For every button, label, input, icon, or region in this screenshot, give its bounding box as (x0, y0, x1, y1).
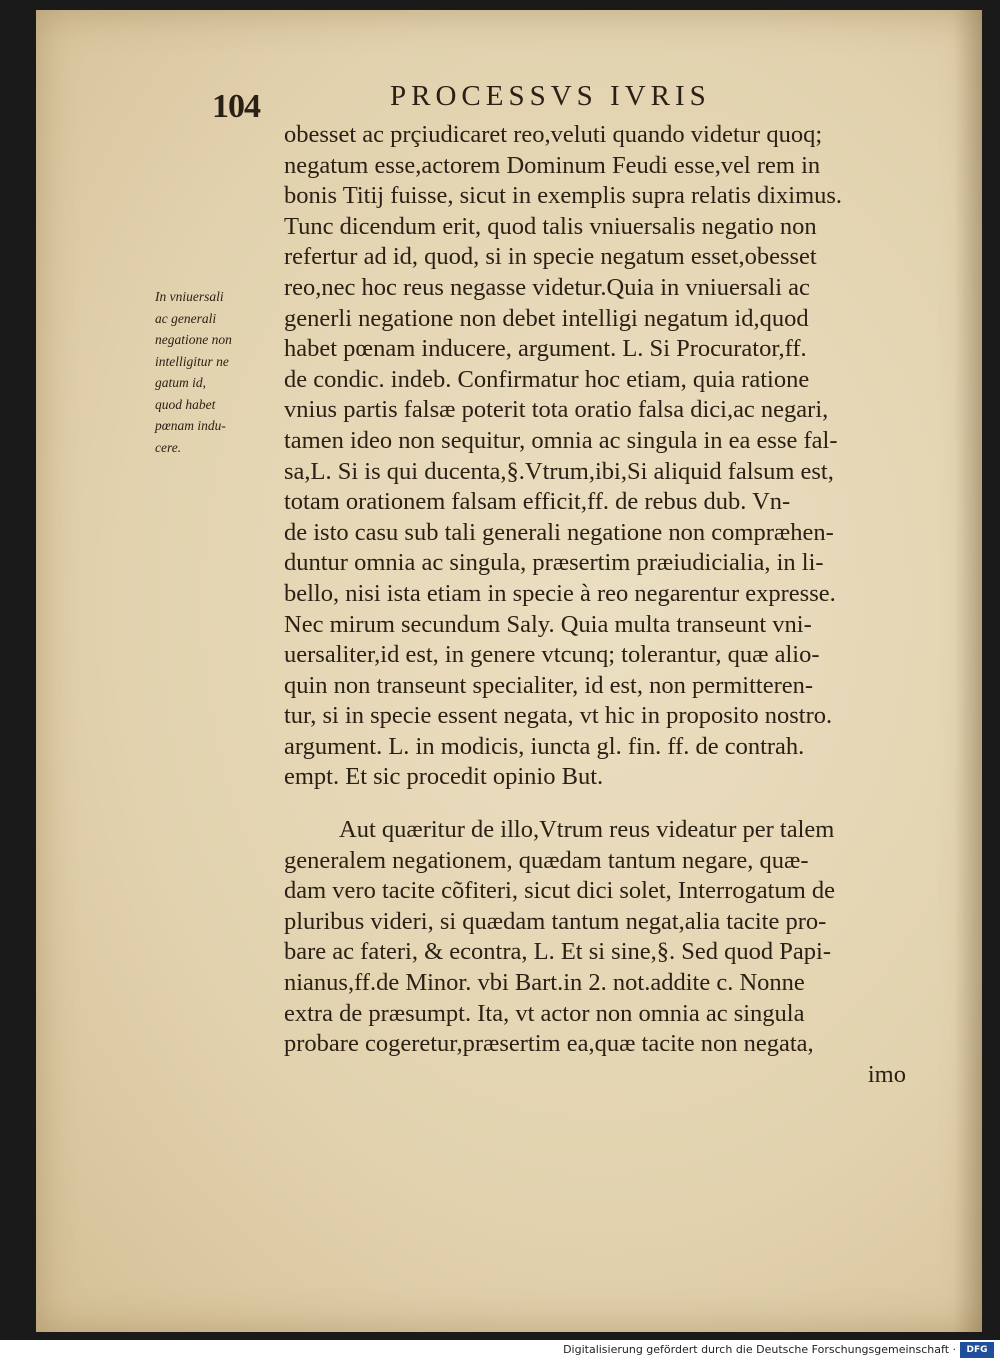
text-line: habet pœnam inducere, argument. L. Si Procurator,ff. (284, 335, 807, 363)
text-line: Aut quæritur de illo,Vtrum reus videatur per talem (339, 816, 835, 843)
text-line: tamen ideo non sequitur, omnia ac singula in ea esse fal- (284, 426, 838, 454)
text-line: generalem negationem, quædam tantum negare, quæ- (284, 846, 809, 874)
text-line: Nec mirum secundum Saly. Quia multa transeunt vni- (284, 610, 812, 638)
text-line: bare ac fateri, & econtra, L. Et si sine,§. Sed quod Papi- (284, 938, 831, 966)
digitization-credit: Digitalisierung gefördert durch die Deutsche Forschungsgemeinschaft · (563, 1343, 956, 1356)
marginal-note-line: pœnam indu- (155, 418, 226, 433)
text-line: obesset ac prçiudicaret reo,veluti quando videtur quoq; (284, 121, 823, 148)
marginal-note-line: gatum id, (155, 375, 207, 390)
dfg-logo: DFG (960, 1342, 994, 1358)
text-line: refertur ad id, quod, si in specie negatum esset,obesset (284, 243, 817, 271)
text-line: uersaliter,id est, in genere vtcunq; tolerantur, quæ alio- (284, 641, 820, 669)
text-line: Tunc dicendum erit, quod talis vniuersalis negatio non (284, 212, 817, 240)
text-line: empt. Et sic procedit opinio But. (284, 763, 604, 791)
text-line: tur, si in specie essent negata, vt hic in proposito nostro. (284, 702, 833, 730)
text-line: probare cogeretur,præsertim ea,quæ tacite non negata, (284, 1030, 814, 1058)
text-line: bello, nisi ista etiam in specie à reo negarentur expresse. (284, 579, 836, 607)
text-line: pluribus videri, si quædam tantum negat,alia tacite pro- (284, 907, 827, 935)
marginal-note-line: intelligitur ne (155, 353, 229, 369)
text-line: de isto casu sub tali generali negatione non compræhen- (284, 518, 834, 546)
text-line: totam orationem falsam efficit,ff. de rebus dub. Vn- (284, 488, 791, 516)
text-line: reo,nec hoc reus negasse videtur.Quia in vniuersali ac (284, 273, 810, 301)
marginal-note-line: quod habet (155, 396, 216, 412)
marginal-note-line: ac generali (155, 310, 217, 326)
text-line: dam vero tacite cõfiteri, sicut dici solet, Interrogatum de (284, 877, 836, 905)
text-line: argument. L. in modicis, iuncta gl. fin. ff. de contrah. (284, 732, 805, 760)
text-line: imo (867, 1060, 906, 1088)
page-number: 104 (212, 88, 260, 125)
text-line: nianus,ff.de Minor. vbi Bart.in 2. not.addite c. Nonne (284, 968, 805, 996)
text-line: duntur omnia ac singula, præsertim præiudicialia, in li- (284, 549, 824, 577)
text-line: extra de præsumpt. Ita, vt actor non omnia ac singula (284, 999, 805, 1027)
text-line: bonis Titij fuisse, sicut in exemplis supra relatis diximus. (284, 182, 843, 210)
paragraph-1 (284, 120, 916, 793)
text-line: negatum esse,actorem Dominum Feudi esse,vel rem in (284, 151, 821, 179)
paragraph-2 (284, 815, 916, 1090)
text-line: de condic. indeb. Confirmatur hoc etiam, quia ratione (284, 365, 810, 393)
text-line: generli negatione non debet intelligi negatum id,quod (284, 304, 809, 332)
text-line: vnius partis falsæ poterit tota oratio falsa dici,ac negari, (284, 396, 829, 424)
text-line: quin non transeunt specialiter, id est, non permitteren- (284, 671, 814, 699)
running-head: PROCESSVS IVRIS (390, 80, 711, 112)
marginal-note-line: In vniuersali (155, 289, 224, 304)
page-edge-shadow (954, 10, 982, 1332)
text-line: sa,L. Si is qui ducenta,§.Vtrum,ibi,Si aliquid falsum est, (284, 457, 834, 485)
marginal-note-line: negatione non (155, 332, 232, 347)
marginal-note-line: cere. (155, 439, 182, 455)
